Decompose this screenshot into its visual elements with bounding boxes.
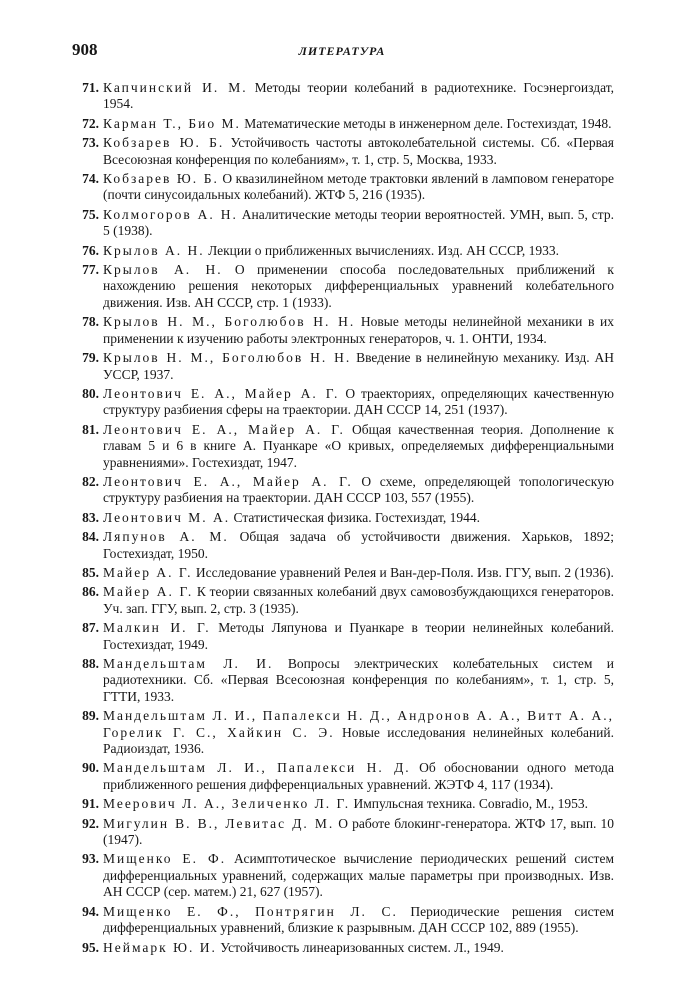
reference-author: Леонтович Е. А., Майер А. Г. (103, 421, 345, 437)
reference-number: 82. (82, 473, 99, 489)
reference-number: 85. (82, 564, 99, 580)
reference-author: Мандельштам Л. И., Папалекси Н. Д. (103, 760, 411, 776)
reference-number: 80. (82, 385, 99, 401)
reference-item (72, 262, 614, 311)
reference-item (72, 314, 614, 347)
reference-text: Общая качественная теория. Дополнение к главам 5 и 6 в книге А. Пуанкаре «О кривых, определяемых дифференциальными уравнениями». Гостехиздат, 1947. (103, 421, 614, 470)
reference-item (72, 904, 614, 937)
reference-number: 76. (82, 242, 99, 258)
reference-text: Периодические решения систем дифференциальных уравнений, близкие к разрывным. ДАН СССР 102, 889 (1955). (103, 903, 614, 936)
reference-item (72, 760, 614, 793)
reference-number: 81. (82, 421, 99, 437)
reference-author: Мищенко Е. Ф. (103, 851, 227, 867)
reference-number: 88. (82, 656, 99, 671)
reference-author: Кобзарев Ю. Б. (103, 135, 225, 151)
reference-text: Новые исследования нелинейных колебаний. Радиоиздат, 1936. (103, 724, 614, 757)
reference-number: 94. (82, 903, 99, 919)
reference-number: 95. (82, 939, 99, 955)
reference-author: Мигулин В. В., Левитас Д. М. (103, 815, 335, 831)
reference-text: О траекториях, определяющих качественную структуру разбиения сферы на траектории. ДАН СССР 14, 251 (1937). (103, 385, 614, 418)
reference-text: Методы теории колебаний в радиотехнике. Госэнергоиздат, 1954. (103, 80, 614, 112)
reference-text: Введение в нелинейную механику. Изд. АН УССР, 1937. (103, 350, 615, 382)
reference-item (72, 529, 614, 562)
reference-author: Капчинский И. М. (103, 80, 248, 95)
reference-item (72, 135, 614, 168)
reference-number: 71. (82, 80, 99, 95)
reference-author: Крылов Н. М., Боголюбов Н. Н. (103, 350, 352, 366)
reference-item (72, 796, 614, 812)
reference-author: Леонтович Е. А., Майер А. Г. (103, 385, 340, 401)
reference-number: 93. (82, 851, 99, 867)
reference-author: Леонтович М. А. (103, 509, 231, 525)
reference-item (72, 510, 614, 526)
reference-text: Вопросы электрических колебательных систем и радиотехники. Сб. «Первая Всесоюзная конференция по колебаниям», т. 1, стр. 5, ГТТИ, 1933. (103, 656, 614, 704)
reference-list (72, 80, 614, 959)
reference-text: О квазилинейном методе трактовки явлений в ламповом генераторе (почти синусоидальных колебаний). ЖТФ 5, 216 (1935). (103, 171, 614, 203)
reference-number: 92. (82, 815, 99, 831)
reference-item (72, 80, 614, 113)
reference-item (72, 584, 614, 617)
reference-number: 91. (82, 796, 99, 812)
reference-item (72, 116, 614, 132)
reference-text: К теории связанных колебаний двух самовозбуждающихся генераторов. Уч. зап. ГГУ, вып. 2, стр. 3 (1935). (103, 584, 614, 616)
reference-item (72, 620, 614, 653)
reference-text: Об обосновании одного метода приближенного решения дифференциальных уравнений. ЖЭТФ 4, 117 (1934). (103, 760, 614, 792)
reference-text: Импульсная техника. Совradio, М., 1953. (350, 796, 589, 812)
reference-number: 78. (82, 314, 99, 330)
reference-item (72, 656, 614, 705)
reference-author: Неймарк Ю. И. (103, 939, 217, 955)
reference-item (72, 474, 614, 507)
reference-author: Майер А. Г. (103, 584, 194, 600)
page-number: 908 (72, 40, 98, 59)
reference-text: Исследование уравнений Релея и Ван-дер-Поля. Изв. ГГУ, вып. 2 (1936). (192, 564, 614, 580)
reference-author: Майер А. Г. (103, 564, 193, 580)
reference-item (72, 816, 614, 849)
reference-item (72, 207, 614, 240)
reference-text: Лекции о приближенных вычислениях. Изд. АН СССР, 1933. (204, 242, 559, 258)
reference-number: 87. (82, 620, 99, 636)
reference-number: 90. (82, 760, 99, 776)
reference-item (72, 708, 614, 757)
reference-number: 73. (82, 135, 99, 151)
reference-item (72, 422, 614, 471)
reference-author: Мандельштам Л. И. (103, 656, 274, 671)
reference-item (72, 565, 614, 581)
page-header (72, 40, 612, 64)
reference-author: Кобзарев Ю. Б. (103, 171, 219, 187)
reference-text: О работе блокинг-генератора. ЖТФ 17, вып. 10 (1947). (103, 815, 614, 848)
reference-item (72, 350, 614, 383)
reference-text: Асимптотическое вычисление периодических решений систем дифференциальных уравнений, содержащих малые параметры при производных. Изв. АН СССР (сер. матем.) 21, 627 (1957). (103, 851, 614, 900)
reference-author: Ляпунов А. М. (103, 529, 229, 545)
reference-number: 84. (82, 529, 99, 545)
reference-text: Устойчивость частоты автоколебательной системы. Сб. «Первая Всесоюзная конференция по колебаниям», т. 1, стр. 5, Москва, 1933. (103, 135, 614, 167)
reference-number: 72. (82, 115, 99, 131)
reference-text: Новые методы нелинейной механики в их применении к изучению работы электронных генераторов, ч. 1. ОНТИ, 1934. (103, 314, 614, 346)
reference-author: Крылов Н. М., Боголюбов Н. Н. (103, 314, 356, 330)
reference-author: Крылов А. Н. (103, 242, 205, 258)
reference-number: 89. (82, 708, 99, 724)
reference-text: О применении способа последовательных приближений к нахождению решения некоторых дифференциальных уравнений колебательного движения. Изв. АН СССР, стр. 1 (1933). (103, 262, 614, 310)
reference-text: Математические методы в инженерном деле. Гостехиздат, 1948. (240, 115, 612, 131)
reference-item (72, 940, 614, 956)
reference-item (72, 171, 614, 204)
reference-item (72, 386, 614, 419)
reference-author: Мищенко Е. Ф., Понтрягин Л. С. (103, 903, 398, 919)
reference-author: Крылов А. Н. (103, 262, 223, 278)
reference-number: 86. (82, 584, 99, 600)
reference-number: 83. (82, 509, 99, 525)
reference-number: 79. (82, 350, 99, 366)
reference-number: 77. (82, 262, 99, 278)
reference-text: Устойчивость линеаризованных систем. Л., 1949. (216, 939, 504, 955)
reference-number: 74. (82, 171, 99, 187)
reference-author: Леонтович Е. А., Майер А. Г. (103, 473, 353, 489)
running-title: ЛИТЕРАТУРА (298, 44, 386, 58)
reference-number: 75. (82, 206, 99, 222)
reference-author: Карман Т., Био М. (103, 115, 241, 131)
reference-text: Методы Ляпунова и Пуанкаре в теории нелинейных колебаний. Гостехиздат, 1949. (103, 620, 615, 652)
reference-author: Меерович Л. А., Зеличенко Л. Г. (103, 796, 351, 812)
reference-text: Статистическая физика. Гостехиздат, 1944. (230, 509, 480, 525)
reference-author: Колмогоров А. Н. (103, 206, 238, 222)
reference-author: Мандельштам Л. И., Папалекси Н. Д., Андронов А. А., Витт А. А., Горелик Г. С., Хайкин С. Э. (103, 708, 614, 740)
reference-item (72, 243, 614, 259)
reference-text: О схеме, определяющей топологическую структуру разбиения на траектории. ДАН СССР 103, 557 (1955). (103, 473, 614, 506)
reference-item (72, 851, 614, 900)
reference-text: Аналитические методы теории вероятностей. УМН, вып. 5, стр. 5 (1938). (103, 206, 614, 239)
reference-author: Малкин И. Г. (103, 620, 211, 636)
reference-text: Общая задача об устойчивости движения. Харьков, 1892; Гостехиздат, 1950. (103, 529, 614, 561)
